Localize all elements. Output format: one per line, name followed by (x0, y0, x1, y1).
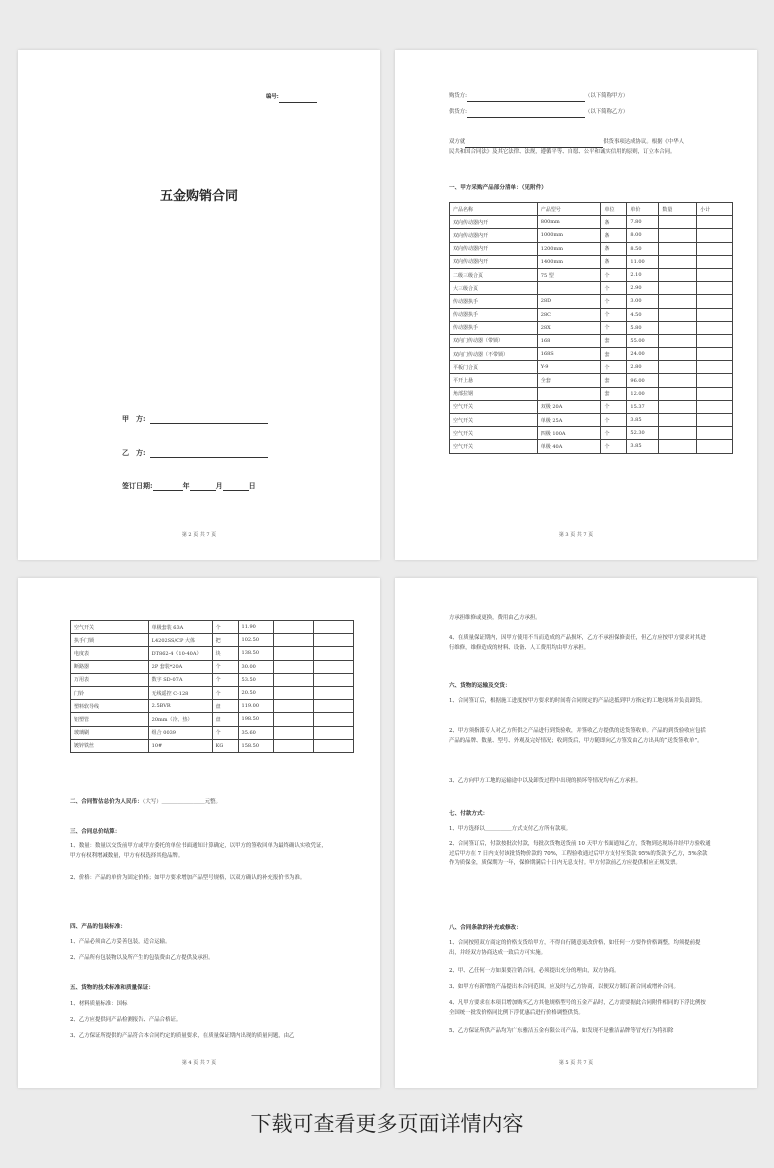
table-cell (659, 308, 697, 321)
section-8-p1: 1、合同按照双方商定的价格支货给甲方，不得自行随意更改价格，如任何一方要作价格调整，均须提前提出，并经双方协商达成一致后方可实施。 (449, 940, 701, 956)
table-cell (697, 400, 733, 413)
section-2-title: 二、合同暂估总价为人民币： (70, 799, 143, 805)
table-cell (659, 374, 697, 387)
party-b-label: 乙 方: (122, 448, 146, 457)
table-cell: 双向门传动器（不带锁） (450, 348, 538, 361)
intro-end: 民共和国合同法》及其它法律、法规，遵循平等、自愿、公平和诚实信用的原则，订立本合同。 (449, 148, 676, 155)
table-cell (274, 647, 314, 660)
table-cell: DT862-4（10-40A） (148, 647, 212, 660)
intro-blank (465, 140, 603, 148)
table-cell: 28C (537, 308, 601, 321)
table-cell: 28D (537, 295, 601, 308)
table-cell: 套 (601, 387, 627, 400)
sign-date-label: 签订日期: (122, 481, 153, 490)
table-cell (659, 242, 697, 255)
day-label: 日 (248, 481, 256, 490)
section-8-p4: 4、凡甲方要求在本项目增加购买乙方其他规格型号的五金产品时，乙方需要据此合同附件相同的下浮比例按全国统一批发价格同比例下浮优惠后进行价格调整供货。 (449, 1000, 706, 1016)
sign-date-row (122, 481, 256, 491)
table-cell: 28X (537, 321, 601, 334)
party-b-blank (150, 450, 268, 458)
party-a-blank (150, 416, 268, 424)
table-cell: 块 (212, 647, 238, 660)
table-cell: 平板门合页 (450, 361, 538, 374)
section-8-p2: 2、甲、乙任何一方如果要注销合同，必须提出充分的理由，双方协商。 (449, 968, 620, 974)
table-cell: 198.50 (238, 713, 274, 726)
table-cell (697, 361, 733, 374)
table-cell (697, 321, 733, 334)
table-cell: 断路器 (71, 660, 149, 673)
table-row (450, 334, 733, 347)
section-4-title: 四、产品的包装标准： (70, 924, 126, 930)
section-2 (70, 798, 340, 808)
table-cell (697, 216, 733, 229)
table-cell (697, 348, 733, 361)
table-cell (697, 255, 733, 268)
table-cell (274, 700, 314, 713)
table-cell (659, 321, 697, 334)
table-row (450, 216, 733, 229)
table-cell: 二级三级合页 (450, 268, 538, 281)
table-cell: 玻璃刷 (71, 726, 149, 739)
table-cell: 双极 20A (537, 400, 601, 413)
table-cell: 个 (601, 414, 627, 427)
table-cell: 75 型 (537, 268, 601, 281)
contract-title: 五金购销合同 (159, 189, 238, 204)
section-7-title: 七、付款方式： (449, 811, 489, 817)
table-cell: 组合 0039 (148, 726, 212, 739)
table-cell: 4.50 (627, 308, 659, 321)
table-cell: 平开上悬 (450, 374, 538, 387)
table-cell (659, 348, 697, 361)
table-cell (697, 427, 733, 440)
table-cell: 119.00 (238, 700, 274, 713)
section-8-title: 八、合同条款的补充或修改： (449, 925, 522, 931)
table-cell: 个 (601, 268, 627, 281)
section-7-p1: 1、甲方选择以＿＿＿＿＿方式支付乙方所有款项。 (449, 826, 572, 832)
table-cell: 万用表 (71, 673, 149, 686)
table-cell (274, 621, 314, 634)
buyer-blank (467, 94, 585, 102)
intro-start: 双方就 (449, 139, 466, 145)
table-cell: 单极 25A (537, 414, 601, 427)
table-cell (274, 673, 314, 686)
table-cell: 个 (601, 295, 627, 308)
table-cell: 镀锌铁丝 (71, 739, 149, 752)
table-cell (697, 334, 733, 347)
table-cell: 个 (601, 440, 627, 453)
table-cell (314, 634, 354, 647)
table-cell (659, 216, 697, 229)
table-cell: 2.90 (627, 282, 659, 295)
table-row (71, 634, 354, 647)
table-cell: 个 (212, 660, 238, 673)
table-cell: 盘 (212, 713, 238, 726)
table-cell: 双向门传动器（带锁） (450, 334, 538, 347)
month-label: 月 (215, 481, 223, 490)
section-4-p2: 2、产品所有包装物以及所产生的包装费由乙方提供及承担。 (70, 955, 214, 961)
table-cell: 20mm（冷、热） (148, 713, 212, 726)
section-6-title: 六、货物的运输及交货： (449, 683, 511, 689)
table-row (450, 374, 733, 387)
seller-row (449, 108, 628, 118)
table-cell: 全套 (537, 374, 601, 387)
table-cell: 电度表 (71, 647, 149, 660)
table-cell: 数字 SD-07A (148, 673, 212, 686)
table-cell (697, 282, 733, 295)
table-cell: 55.00 (627, 334, 659, 347)
table-cell: 个 (212, 621, 238, 634)
table-cell: 158.50 (238, 739, 274, 752)
table-cell (697, 414, 733, 427)
contract-page-3 (395, 50, 757, 560)
table-cell (314, 660, 354, 673)
table-cell: 1200mm (537, 242, 601, 255)
table-cell (659, 440, 697, 453)
table-cell: 20.50 (238, 686, 274, 699)
contract-number-label: 编号: (266, 94, 279, 100)
table-cell: L4202SS/CP 大体 (148, 634, 212, 647)
table-cell: 52.30 (627, 427, 659, 440)
contract-number-blank (279, 95, 317, 103)
quality-p4: 4、在质量保证期内，因甲方使用不当而造成的产品损坏，乙方不承担保修责任，但乙方应按甲方要求对其进行维修，维修造成的材料、设备、人工费用均由甲方承担。 (449, 635, 706, 651)
table-cell: 角部拉钢 (450, 387, 538, 400)
contract-page-4 (18, 578, 380, 1088)
contract-number-row (266, 93, 317, 103)
table-row (450, 361, 733, 374)
table-cell: 套 (601, 374, 627, 387)
table-cell (659, 334, 697, 347)
table-cell: Y-9 (537, 361, 601, 374)
table-cell: 条 (601, 216, 627, 229)
day-blank (223, 483, 249, 491)
table-cell (537, 282, 601, 295)
table-cell (314, 726, 354, 739)
section-3-p1: 1、数量：数量以交货前甲方或甲方委托的单位书面通知计算确定，以甲方的签收回单为最终确认实收凭证，甲方有权利增减数量，甲方有权选择其他品牌。 (70, 843, 327, 859)
table-cell: 个 (601, 361, 627, 374)
table-cell: 个 (212, 726, 238, 739)
table-cell: 产品型号 (537, 203, 601, 216)
table-cell: 5.80 (627, 321, 659, 334)
table-row (71, 713, 354, 726)
page-number: 第 4 页 共 7 页 (181, 1060, 217, 1066)
table-cell: 条 (601, 255, 627, 268)
table-cell: KG (212, 739, 238, 752)
table-cell: 53.50 (238, 673, 274, 686)
table-cell: 产品名称 (450, 203, 538, 216)
contract-page-5 (395, 578, 757, 1088)
table-row (71, 726, 354, 739)
section-8-p3: 3、如甲方有新增的产品提出本合同范围，应及时与乙方协商，以便双方制订新合同或增补合同。 (449, 984, 679, 990)
section-8-p5: 5、乙方保证所供产品均为广东雅洁五金有限公司产品，如发现不是雅洁品牌等冒充行为将扣除 (449, 1028, 674, 1034)
party-a-label: 甲 方: (122, 414, 146, 423)
table-cell (697, 440, 733, 453)
table-cell (659, 387, 697, 400)
download-more-banner[interactable]: 下载可查看更多页面详情内容 (250, 1112, 524, 1136)
table-cell: 双向传动器内开 (450, 242, 538, 255)
table-cell: 大三级合页 (450, 282, 538, 295)
table-cell (697, 268, 733, 281)
table-cell: 800mm (537, 216, 601, 229)
table-cell: 3.00 (627, 295, 659, 308)
table-row (71, 739, 354, 752)
table-row (71, 647, 354, 660)
table-cell: 单极套装 63A (148, 621, 212, 634)
table-cell: 单极 40A (537, 440, 601, 453)
section-6-p2: 2、甲方须指派专人对乙方所供之产品进行到货验收，并签收乙方提供的送货签收单。产品的到货验收应包括产品的品牌、数量、型号、外观及完好情况；收到货后，甲方随即向乙方签发由乙方出具的“送货签收单”。 (449, 728, 706, 744)
table-cell: 双向传动器内开 (450, 229, 538, 242)
table-cell (274, 726, 314, 739)
table-cell (314, 647, 354, 660)
table-cell: 24.00 (627, 348, 659, 361)
table-cell (314, 713, 354, 726)
table-cell: 168 (537, 334, 601, 347)
table-row (71, 700, 354, 713)
section-6-p3: 3、乙方向甲方工地的运输途中以及卸货过程中出现的损坏等情况均有乙方承担。 (449, 778, 642, 784)
table-cell: 11.90 (238, 621, 274, 634)
seller-label: 供货方: (449, 109, 467, 115)
table-cell (314, 673, 354, 686)
table-cell: 8.50 (627, 242, 659, 255)
table-cell: 3.85 (627, 414, 659, 427)
table-row (450, 268, 733, 281)
table-cell: 小计 (697, 203, 733, 216)
seller-suffix: （以下简称乙方） (585, 109, 629, 115)
table-cell (659, 295, 697, 308)
table-row (450, 440, 733, 453)
table-cell: 个 (601, 400, 627, 413)
buyer-label: 购货方: (449, 93, 467, 99)
buyer-row (449, 92, 628, 102)
table-cell: 传动器执手 (450, 295, 538, 308)
table-row (71, 686, 354, 699)
table-cell: 个 (601, 308, 627, 321)
party-b-row (122, 448, 268, 458)
table-row (450, 242, 733, 255)
year-blank (153, 483, 183, 491)
table-cell (274, 686, 314, 699)
page-number: 第 5 页 共 7 页 (558, 1060, 594, 1066)
table-row (71, 660, 354, 673)
table-cell: 138.50 (238, 647, 274, 660)
table-cell (274, 739, 314, 752)
table-row (71, 673, 354, 686)
table-cell: 2P 套装*20A (148, 660, 212, 673)
table-cell: 条 (601, 229, 627, 242)
table-cell (659, 268, 697, 281)
table-cell (659, 229, 697, 242)
product-table-continued (70, 620, 354, 753)
table-cell: 盘 (212, 700, 238, 713)
table-cell: 门铃 (71, 686, 149, 699)
continuation-text: 方承担维修或更换，费用由乙方承担。 (449, 615, 541, 621)
table-cell: 单位 (601, 203, 627, 216)
table-cell (659, 282, 697, 295)
section-5-title: 五、货物的技术标准和质量保证： (70, 985, 154, 991)
page-number: 第 3 页 共 7 页 (558, 532, 594, 538)
table-cell (314, 739, 354, 752)
table-cell: 个 (212, 686, 238, 699)
table-cell: 铝塑管 (71, 713, 149, 726)
table-cell: 个 (601, 427, 627, 440)
section-2-text: （大写）＿＿＿＿＿＿＿＿元整。 (142, 799, 221, 805)
table-row (450, 229, 733, 242)
table-cell: 7.80 (627, 216, 659, 229)
table-cell: 11.00 (627, 255, 659, 268)
intro-mid: 供货事项达成协议。根据《中华人 (603, 139, 685, 145)
table-cell (659, 400, 697, 413)
table-cell (697, 229, 733, 242)
table-cell: 执手门锁 (71, 634, 149, 647)
year-label: 年 (182, 481, 190, 490)
table-cell: 8.00 (627, 229, 659, 242)
contract-cover-page (18, 50, 380, 560)
table-cell (697, 242, 733, 255)
section-6-p1: 1、合同签订后，根据施工进度按甲方要求的时间将合同规定的产品送抵到甲方指定的工地现场并负责卸货。 (449, 698, 706, 704)
table-row (71, 621, 354, 634)
section-5-p3: 3、乙方保证所提供的产品符合本合同约定的质量要求，在质量保证期内出现的质量问题，由乙 (70, 1033, 295, 1039)
section-3-title: 三、合同总价结算： (70, 829, 121, 835)
table-row (450, 321, 733, 334)
table-cell: 空气开关 (450, 440, 538, 453)
party-a-row (122, 414, 268, 424)
table-cell: 96.00 (627, 374, 659, 387)
table-cell: 15.37 (627, 400, 659, 413)
table-cell (659, 414, 697, 427)
table-cell: 3.85 (627, 440, 659, 453)
table-cell (659, 255, 697, 268)
buyer-suffix: （以下简称甲方） (585, 93, 629, 99)
table-cell (697, 387, 733, 400)
table-row (450, 282, 733, 295)
table-cell (697, 374, 733, 387)
table-cell: 2.10 (627, 268, 659, 281)
table-cell: 双向传动器内开 (450, 255, 538, 268)
table-cell: 空气开关 (71, 621, 149, 634)
table-cell: 传动器执手 (450, 321, 538, 334)
table-cell: 双向传动器内开 (450, 216, 538, 229)
section-5-p2: 2、乙方应提供同产品检测报告、产品合格证。 (70, 1017, 182, 1023)
intro-paragraph (449, 138, 709, 157)
table-cell (274, 634, 314, 647)
table-row (450, 387, 733, 400)
table-cell: 个 (212, 673, 238, 686)
table-cell: 空气开关 (450, 400, 538, 413)
table-cell (274, 660, 314, 673)
table-cell: 2.80 (627, 361, 659, 374)
table-cell (697, 295, 733, 308)
table-cell (537, 387, 601, 400)
table-cell (659, 427, 697, 440)
table-cell: 空气开关 (450, 427, 538, 440)
table-cell: 数量 (659, 203, 697, 216)
table-cell (314, 621, 354, 634)
page-number: 第 2 页 共 7 页 (181, 532, 217, 538)
table-cell: 10# (148, 739, 212, 752)
table-cell: 30.00 (238, 660, 274, 673)
table-cell: 168S (537, 348, 601, 361)
table-cell: 把 (212, 634, 238, 647)
table-cell: 条 (601, 242, 627, 255)
table-cell: 套 (601, 334, 627, 347)
section-7-p2: 2、合同签订后，付款按批次付款，每批次货物送货前 10 天甲方书面通知乙方，货物到达现场并经甲方验收通过后甲方在 7 日内支付该批货物价款的 70%，工程验收通过后甲方支付至货款 95%的货款予乙方，5%余款作为质保金，质保期为一年，保修期满后十日内无息支付。甲方付款前乙方应提供相应正规发票。 (449, 841, 711, 866)
table-cell: 2.5BVR (148, 700, 212, 713)
table-row (450, 255, 733, 268)
table-cell: 传动器执手 (450, 308, 538, 321)
table-cell: 个 (601, 282, 627, 295)
table-cell: 单价 (627, 203, 659, 216)
product-table (449, 202, 733, 454)
table-cell (314, 686, 354, 699)
section-5-p1: 1、材料质量标准：国标 (70, 1001, 128, 1007)
seller-blank (467, 110, 585, 118)
table-row (450, 295, 733, 308)
table-cell: 1400mm (537, 255, 601, 268)
table-cell (659, 361, 697, 374)
table-row (450, 427, 733, 440)
table-cell (274, 713, 314, 726)
month-blank (190, 483, 216, 491)
table-cell: 个 (601, 321, 627, 334)
table-cell: 1000mm (537, 229, 601, 242)
table-cell: 塑料软导线 (71, 700, 149, 713)
table-row (450, 348, 733, 361)
table-cell: 35.60 (238, 726, 274, 739)
table-cell: 12.00 (627, 387, 659, 400)
table-cell: 102.50 (238, 634, 274, 647)
section-1-title: 一、甲方采购产品部分清单：（见附件） (449, 185, 547, 191)
table-cell (697, 308, 733, 321)
table-cell: 空气开关 (450, 414, 538, 427)
table-cell: 无线遥控 C-128 (148, 686, 212, 699)
table-cell (314, 700, 354, 713)
table-cell: 套 (601, 348, 627, 361)
table-row (450, 400, 733, 413)
section-3-p2: 2、价格：产品的单价为固定价格；如甲方要求增加产品型号规格，以双方确认的补充报价书为准。 (70, 875, 306, 881)
table-row (450, 308, 733, 321)
table-cell: 四极 100A (537, 427, 601, 440)
table-row (450, 414, 733, 427)
table-header-row (450, 203, 733, 216)
section-4-p1: 1、产品必须由乙方妥善包装，适合运输。 (70, 939, 171, 945)
